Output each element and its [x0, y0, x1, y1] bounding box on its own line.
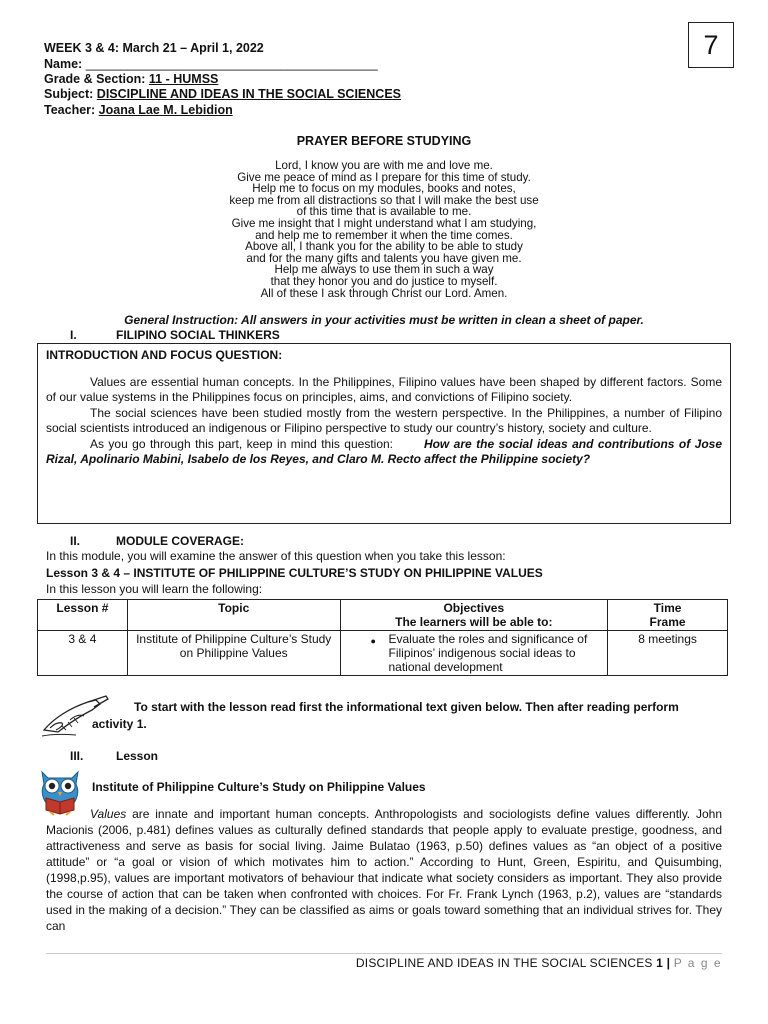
lesson-body-text: are innate and important human concepts. Anthropologists and sociologists define values differently. John Macionis (2006, p.481) defines values as culturally defined standards that people apply to evaluate prestige, goodness, and attractiveness and serve as basis for social living. Jaime Bulatao (1963, p.50) defines values as “an object of a positive attitude” or “a goal or vision of which motivates him to action.” According to Hunt, Green, Espiritu, and Quisumbing, (1998,p.95), values are important motivators of behaviour that indicate what society considers as important. They also provide the course of action that can be taken when confronted with choices. For Fr. Frank Lynch (1963, p.2), values are “standards used in the making of a decision.” They can be classified as aims or goals toward something that an individual strives for. They can: [46, 807, 722, 933]
section-heading-2: [70, 534, 244, 548]
prayer-line: that they honor you and do justice to myself.: [270, 274, 498, 288]
footer-page-number: 1: [656, 956, 664, 970]
start-note: [92, 699, 722, 733]
lesson-paragraph: [46, 806, 722, 934]
prayer-line: and help me to remember it when the time comes.: [255, 228, 513, 242]
section-heading-1: [70, 328, 280, 342]
cell-lesson: 3 & 4: [38, 631, 128, 676]
prayer-title: PRAYER BEFORE STUDYING: [296, 134, 472, 148]
coverage-table: [37, 599, 728, 676]
section-title: MODULE COVERAGE:: [116, 534, 245, 548]
subject-value: DISCIPLINE AND IDEAS IN THE SOCIAL SCIENCES: [96, 87, 402, 101]
prayer-line: Help me to focus on my modules, books and notes,: [252, 182, 516, 196]
prayer-line: Give me insight that I might understand what I am studying,: [231, 216, 537, 230]
prayer-text: [0, 160, 768, 299]
col-objectives: [340, 600, 608, 631]
general-instruction: General Instruction: All answers in your activities must be written in clean a sheet of paper.: [124, 313, 644, 327]
grade-line: [44, 71, 218, 87]
prayer-line: Give me peace of mind as I prepare for this time of study.: [237, 170, 531, 184]
section-title: FILIPINO SOCIAL THINKERS: [116, 328, 280, 342]
grade-value: 11 - HUMSS: [148, 72, 219, 86]
table-row: [38, 631, 728, 676]
week-text: WEEK 3 & 4: March 21 – April 1, 2022: [44, 41, 264, 55]
focus-lead: As you go through this part, keep in mind this question:: [90, 436, 394, 451]
prayer-line: and for the many gifts and talents you have given me.: [246, 251, 522, 265]
col-time: [608, 600, 728, 631]
subject-label: Subject:: [44, 87, 94, 101]
focus-question: How are the social ideas and contributions of Jose Rizal, Apolinario Mabini, Isabelo de los Reyes, and Claro M. Recto affect the Philippine society?: [46, 436, 722, 466]
subject-line: [44, 86, 401, 102]
lesson-body: [46, 806, 722, 934]
page-number-box: 7: [688, 22, 734, 68]
learn-line: In this lesson you will learn the following:: [46, 582, 263, 596]
intro-paragraph: Values are essential human concepts. In the Philippines, Filipino values have been shaped by different factors. Some of our value systems in the Philippines focus on principles, aims, and convictions of Filipino society.: [46, 374, 722, 404]
prayer-line: of this time that is available to me.: [296, 205, 472, 219]
page-footer: [356, 956, 722, 970]
coverage-intro: In this module, you will examine the answer of this question when you take this lesson:: [46, 549, 506, 563]
lesson-title: Lesson 3 & 4 – INSTITUTE OF PHILIPPINE CULTURE’S STUDY ON PHILIPPINE VALUES: [46, 566, 543, 580]
cell-topic: Institute of Philippine Culture’s Study on Philippine Values: [127, 631, 340, 676]
section-number: II.: [70, 534, 81, 548]
section-number: I.: [70, 328, 77, 342]
intro-box: [37, 343, 731, 524]
footer-divider: [46, 953, 722, 954]
footer-separator: |: [666, 956, 671, 970]
prayer-line: keep me from all distractions so that I will make the best use: [229, 193, 539, 207]
col-lesson: Lesson #: [38, 600, 128, 631]
grade-label: Grade & Section:: [44, 72, 146, 86]
bullet-icon: ●: [370, 636, 376, 646]
intro-title: INTRODUCTION AND FOCUS QUESTION:: [46, 348, 283, 362]
time-label: Time: [653, 601, 682, 615]
intro-paragraph: The social sciences have been studied mostly from the western perspective. In the Philippines, a number of Filipino social scientists introduced an indigenous or Filipino perspective to study our country’s history, society and culture.: [46, 405, 722, 435]
footer-subject: DISCIPLINE AND IDEAS IN THE SOCIAL SCIENCES: [355, 956, 653, 970]
teacher-line: [44, 102, 233, 118]
cell-time: 8 meetings: [608, 631, 728, 676]
prayer-line: All of these I ask through Christ our Lord. Amen.: [260, 286, 508, 300]
prayer-line: Above all, I thank you for the ability to be able to study: [245, 240, 523, 254]
teacher-value: Joana Lae M. Lebidion: [98, 103, 233, 117]
cell-objective: [340, 631, 608, 676]
lead-word: Values: [90, 807, 127, 821]
name-blank: __________________________________________: [85, 57, 378, 71]
objective-text: Evaluate the roles and significance of Filipinos’ indigenous social ideas to national development: [388, 632, 588, 674]
objectives-label: Objectives: [443, 601, 505, 615]
week-line: [44, 40, 264, 56]
footer-page-word: P a g e: [673, 956, 722, 970]
section-number: III.: [70, 749, 84, 763]
table-header-row: [38, 600, 728, 631]
objectives-sublabel: The learners will be able to:: [395, 615, 553, 629]
start-note-text: To start with the lesson read first the informational text given below. Then after reading perform activity 1.: [92, 700, 679, 731]
lesson-heading: Institute of Philippine Culture’s Study on Philippine Values: [92, 780, 426, 794]
section-title: Lesson: [116, 749, 159, 763]
name-label: Name:: [44, 57, 83, 71]
intro-paragraph: [46, 437, 722, 468]
section-heading-3: [70, 749, 158, 763]
time-sublabel: Frame: [649, 615, 686, 629]
prayer-line: Help me always to use them in such a way: [274, 263, 494, 277]
name-line: [44, 56, 378, 72]
prayer-line: Lord, I know you are with me and love me.: [275, 159, 493, 172]
teacher-label: Teacher:: [44, 103, 96, 117]
col-topic: Topic: [127, 600, 340, 631]
